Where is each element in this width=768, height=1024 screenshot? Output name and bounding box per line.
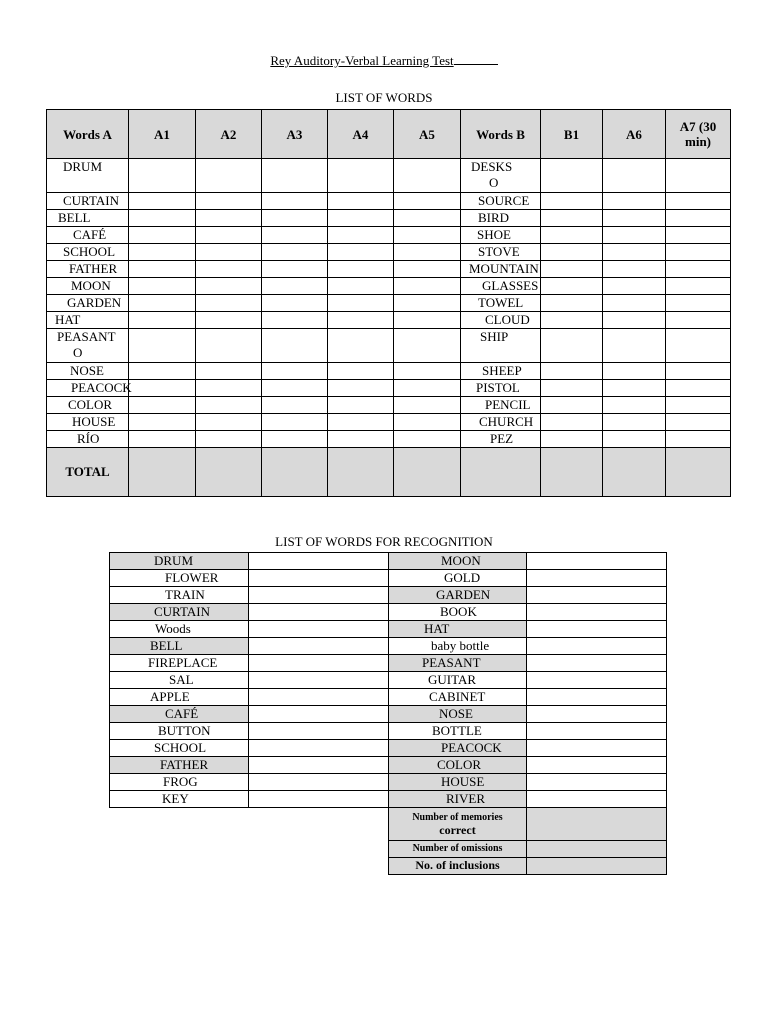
- header-a6: A6: [603, 110, 666, 159]
- score-cell[interactable]: [394, 261, 461, 278]
- recognition-row: [110, 723, 667, 740]
- score-cell[interactable]: [603, 329, 666, 363]
- recognition-word-left: BUTTON: [110, 723, 249, 740]
- score-cell[interactable]: [603, 295, 666, 312]
- score-cell[interactable]: [541, 329, 603, 363]
- recognition-mark-left[interactable]: [249, 689, 389, 706]
- memories-label-line1: Number of memories: [412, 812, 503, 823]
- score-cell[interactable]: [541, 210, 603, 227]
- word-b-cell: PISTOL: [461, 380, 541, 397]
- recognition-row: [110, 740, 667, 757]
- score-cell[interactable]: [196, 295, 262, 312]
- score-cell[interactable]: [328, 193, 394, 210]
- memories-value-cell[interactable]: [527, 808, 667, 841]
- score-cell[interactable]: [196, 363, 262, 380]
- recognition-word-right: MOON: [389, 553, 527, 570]
- recognition-row: [110, 621, 667, 638]
- word-row: [47, 159, 731, 193]
- score-cell[interactable]: [129, 227, 196, 244]
- list-of-words-title: LIST OF WORDS: [335, 90, 433, 105]
- score-cell[interactable]: [262, 210, 328, 227]
- score-cell[interactable]: [541, 414, 603, 431]
- score-cell[interactable]: [328, 329, 394, 363]
- score-cell[interactable]: [394, 278, 461, 295]
- recognition-mark-left[interactable]: [249, 553, 389, 570]
- word-row: [47, 295, 731, 312]
- recognition-word-right: COLOR: [389, 757, 527, 774]
- recognition-row: [110, 757, 667, 774]
- score-cell[interactable]: [196, 193, 262, 210]
- word-line: O: [489, 175, 499, 190]
- score-cell[interactable]: [666, 227, 731, 244]
- score-cell[interactable]: [262, 329, 328, 363]
- recognition-word-right: HOUSE: [389, 774, 527, 791]
- score-cell[interactable]: [129, 278, 196, 295]
- score-cell[interactable]: [129, 210, 196, 227]
- score-cell[interactable]: [394, 397, 461, 414]
- score-cell[interactable]: [666, 414, 731, 431]
- word-a-cell: PEACOCK: [47, 380, 129, 397]
- recognition-mark-right[interactable]: [527, 604, 667, 621]
- recognition-mark-left[interactable]: [249, 672, 389, 689]
- score-cell[interactable]: [394, 244, 461, 261]
- score-cell[interactable]: [196, 312, 262, 329]
- score-cell[interactable]: [328, 363, 394, 380]
- word-row: [47, 261, 731, 278]
- word-a-cell: COLOR: [47, 397, 129, 414]
- score-cell[interactable]: [262, 244, 328, 261]
- score-cell[interactable]: [328, 159, 394, 193]
- score-cell[interactable]: [129, 159, 196, 193]
- total-label: TOTAL: [47, 448, 129, 497]
- score-cell[interactable]: [129, 261, 196, 278]
- score-cell[interactable]: [666, 278, 731, 295]
- score-cell[interactable]: [196, 431, 262, 448]
- word-line: O: [73, 345, 83, 360]
- word-a-cell: HOUSE: [47, 414, 129, 431]
- recognition-mark-left[interactable]: [249, 621, 389, 638]
- recognition-row: [110, 553, 667, 570]
- score-cell[interactable]: [541, 397, 603, 414]
- word-b-cell: PENCIL: [461, 397, 541, 414]
- score-cell[interactable]: [666, 261, 731, 278]
- word-b-cell: CHURCH: [461, 414, 541, 431]
- recognition-mark-right[interactable]: [527, 638, 667, 655]
- word-b-cell: STOVE: [461, 244, 541, 261]
- score-cell[interactable]: [666, 210, 731, 227]
- score-cell[interactable]: [129, 363, 196, 380]
- score-cell[interactable]: [328, 380, 394, 397]
- score-cell[interactable]: [328, 431, 394, 448]
- recognition-word-left: CURTAIN: [110, 604, 249, 621]
- score-cell[interactable]: [541, 380, 603, 397]
- header-words-b: Words B: [461, 110, 541, 159]
- score-cell[interactable]: [196, 278, 262, 295]
- recognition-row: [110, 638, 667, 655]
- recognition-word-left: KEY: [110, 791, 249, 808]
- memories-label-line2: correct: [439, 823, 476, 837]
- word-row: [47, 363, 731, 380]
- recognition-word-right: GOLD: [389, 570, 527, 587]
- recognition-word-left: FROG: [110, 774, 249, 791]
- words-table-header: [47, 110, 731, 159]
- recognition-mark-right[interactable]: [527, 791, 667, 808]
- score-cell[interactable]: [262, 312, 328, 329]
- recognition-word-left: CAFÉ: [110, 706, 249, 723]
- word-a-cell: NOSE: [47, 363, 129, 380]
- score-cell[interactable]: [541, 295, 603, 312]
- score-cell[interactable]: [262, 397, 328, 414]
- score-cell[interactable]: [541, 363, 603, 380]
- score-cell[interactable]: [666, 159, 731, 193]
- score-cell[interactable]: [129, 431, 196, 448]
- score-cell[interactable]: [603, 261, 666, 278]
- recognition-mark-right[interactable]: [527, 706, 667, 723]
- score-cell[interactable]: [328, 210, 394, 227]
- score-cell[interactable]: [603, 193, 666, 210]
- recognition-mark-right[interactable]: [527, 740, 667, 757]
- recognition-word-right: NOSE: [389, 706, 527, 723]
- score-cell[interactable]: [196, 227, 262, 244]
- word-row: [47, 397, 731, 414]
- recognition-word-left: FLOWER: [110, 570, 249, 587]
- total-cell[interactable]: [541, 448, 603, 497]
- score-cell[interactable]: [541, 312, 603, 329]
- score-cell[interactable]: [541, 244, 603, 261]
- score-cell[interactable]: [196, 210, 262, 227]
- score-cell[interactable]: [603, 380, 666, 397]
- score-cell[interactable]: [328, 244, 394, 261]
- recognition-word-left: DRUM: [110, 553, 249, 570]
- score-cell[interactable]: [394, 227, 461, 244]
- omissions-row: [110, 841, 667, 858]
- recognition-mark-left[interactable]: [249, 723, 389, 740]
- word-b-cell: SHOE: [461, 227, 541, 244]
- word-a-cell: MOON: [47, 278, 129, 295]
- recognition-word-right: GUITAR: [389, 672, 527, 689]
- score-cell[interactable]: [262, 159, 328, 193]
- recognition-mark-right[interactable]: [527, 672, 667, 689]
- score-cell[interactable]: [666, 295, 731, 312]
- recognition-mark-left[interactable]: [249, 740, 389, 757]
- recognition-row: [110, 689, 667, 706]
- total-row: [47, 448, 731, 497]
- score-cell[interactable]: [603, 210, 666, 227]
- word-a-cell: RÍO: [47, 431, 129, 448]
- score-cell[interactable]: [541, 227, 603, 244]
- total-cell[interactable]: [129, 448, 196, 497]
- score-cell[interactable]: [603, 278, 666, 295]
- recognition-mark-left[interactable]: [249, 587, 389, 604]
- recognition-word-left: FATHER: [110, 757, 249, 774]
- score-cell[interactable]: [394, 193, 461, 210]
- score-cell[interactable]: [129, 329, 196, 363]
- score-cell[interactable]: [394, 329, 461, 363]
- word-b-cell: SOURCE: [461, 193, 541, 210]
- word-b-cell: TOWEL: [461, 295, 541, 312]
- recognition-mark-right[interactable]: [527, 774, 667, 791]
- score-cell[interactable]: [262, 414, 328, 431]
- score-cell[interactable]: [603, 363, 666, 380]
- word-row: [47, 329, 731, 363]
- score-cell[interactable]: [394, 210, 461, 227]
- word-b-cell: SHIP: [461, 329, 541, 363]
- recognition-word-left: Woods: [110, 621, 249, 638]
- score-cell[interactable]: [129, 414, 196, 431]
- word-row: [47, 227, 731, 244]
- score-cell[interactable]: [666, 363, 731, 380]
- score-cell[interactable]: [328, 295, 394, 312]
- recognition-mark-right[interactable]: [527, 757, 667, 774]
- recognition-mark-left[interactable]: [249, 706, 389, 723]
- recognition-word-left: TRAIN: [110, 587, 249, 604]
- score-cell[interactable]: [394, 312, 461, 329]
- header-a3: A3: [262, 110, 328, 159]
- score-cell[interactable]: [196, 414, 262, 431]
- recognition-mark-left[interactable]: [249, 774, 389, 791]
- score-cell[interactable]: [666, 329, 731, 363]
- score-cell[interactable]: [666, 193, 731, 210]
- word-a-cell: CURTAIN: [47, 193, 129, 210]
- score-cell[interactable]: [666, 397, 731, 414]
- score-cell[interactable]: [129, 312, 196, 329]
- score-cell[interactable]: [328, 261, 394, 278]
- recognition-mark-left[interactable]: [249, 570, 389, 587]
- score-cell[interactable]: [328, 312, 394, 329]
- header-words-a: Words A: [47, 110, 129, 159]
- score-cell[interactable]: [262, 227, 328, 244]
- recognition-word-left: FIREPLACE: [110, 655, 249, 672]
- score-cell[interactable]: [666, 380, 731, 397]
- score-cell[interactable]: [196, 244, 262, 261]
- score-cell[interactable]: [603, 397, 666, 414]
- word-row: [47, 210, 731, 227]
- recognition-mark-right[interactable]: [527, 587, 667, 604]
- score-cell[interactable]: [262, 363, 328, 380]
- header-a4: A4: [328, 110, 394, 159]
- score-cell[interactable]: [129, 295, 196, 312]
- score-cell[interactable]: [666, 244, 731, 261]
- recognition-word-right: RIVER: [389, 791, 527, 808]
- recognition-table: [109, 552, 667, 875]
- omissions-value-cell[interactable]: [527, 841, 667, 858]
- score-cell[interactable]: [603, 159, 666, 193]
- recognition-mark-right[interactable]: [527, 570, 667, 587]
- word-row: [47, 278, 731, 295]
- recognition-mark-right[interactable]: [527, 723, 667, 740]
- word-b-cell: GLASSES: [461, 278, 541, 295]
- word-line: PEASANT: [57, 329, 116, 344]
- word-b-cell: CLOUD: [461, 312, 541, 329]
- word-a-cell: GARDEN: [47, 295, 129, 312]
- recognition-word-left: BELL: [110, 638, 249, 655]
- score-cell[interactable]: [196, 329, 262, 363]
- recognition-word-left: SAL: [110, 672, 249, 689]
- inclusions-label: [389, 858, 527, 875]
- score-cell[interactable]: [541, 431, 603, 448]
- score-cell[interactable]: [328, 227, 394, 244]
- score-cell[interactable]: [603, 227, 666, 244]
- score-cell[interactable]: [262, 193, 328, 210]
- score-cell[interactable]: [394, 414, 461, 431]
- score-cell[interactable]: [196, 397, 262, 414]
- word-a-cell: FATHER: [47, 261, 129, 278]
- recognition-row: [110, 774, 667, 791]
- inclusions-value-cell[interactable]: [527, 858, 667, 875]
- word-a-cell: BELL: [47, 210, 129, 227]
- recognition-row: [110, 672, 667, 689]
- total-cell[interactable]: [603, 448, 666, 497]
- score-cell[interactable]: [603, 312, 666, 329]
- word-line: DESKS: [471, 159, 513, 174]
- score-cell[interactable]: [328, 414, 394, 431]
- inclusions-row: [110, 858, 667, 875]
- recognition-title: LIST OF WORDS FOR RECOGNITION: [275, 534, 493, 549]
- recognition-mark-right[interactable]: [527, 655, 667, 672]
- omissions-label: Number of omissions: [389, 841, 527, 858]
- word-b-cell: PEZ: [461, 431, 541, 448]
- score-cell[interactable]: [666, 312, 731, 329]
- score-cell[interactable]: [262, 278, 328, 295]
- score-cell[interactable]: [196, 380, 262, 397]
- recognition-mark-left[interactable]: [249, 655, 389, 672]
- total-cell[interactable]: [196, 448, 262, 497]
- word-a-cell: DRUM: [47, 159, 129, 193]
- score-cell[interactable]: [541, 193, 603, 210]
- recognition-word-right: CABINET: [389, 689, 527, 706]
- word-a-cell: HAT: [47, 312, 129, 329]
- score-cell[interactable]: [196, 159, 262, 193]
- word-b-cell: BIRD: [461, 210, 541, 227]
- score-cell[interactable]: [129, 397, 196, 414]
- header-a5: A5: [394, 110, 461, 159]
- header-a7: A7 (30 min): [666, 110, 731, 159]
- recognition-row: [110, 604, 667, 621]
- score-cell[interactable]: [603, 431, 666, 448]
- recognition-word-right: baby bottle: [389, 638, 527, 655]
- recognition-mark-right[interactable]: [527, 689, 667, 706]
- score-cell[interactable]: [394, 295, 461, 312]
- score-cell[interactable]: [394, 159, 461, 193]
- score-cell[interactable]: [603, 244, 666, 261]
- word-a-cell: SCHOOL: [47, 244, 129, 261]
- word-a-cell: CAFÉ: [47, 227, 129, 244]
- score-cell[interactable]: [394, 431, 461, 448]
- score-cell[interactable]: [328, 278, 394, 295]
- recognition-mark-right[interactable]: [527, 621, 667, 638]
- recognition-row: [110, 791, 667, 808]
- recognition-word-right: PEACOCK: [389, 740, 527, 757]
- recognition-mark-left[interactable]: [249, 604, 389, 621]
- score-cell[interactable]: [262, 261, 328, 278]
- score-cell[interactable]: [603, 414, 666, 431]
- recognition-mark-left[interactable]: [249, 638, 389, 655]
- score-cell[interactable]: [129, 193, 196, 210]
- inclusions-label-text: No. of inclusions: [415, 858, 500, 872]
- recognition-row: [110, 655, 667, 672]
- total-cell[interactable]: [666, 448, 731, 497]
- recognition-word-right: BOTTLE: [389, 723, 527, 740]
- word-row: [47, 193, 731, 210]
- word-row: [47, 244, 731, 261]
- header-a1: A1: [129, 110, 196, 159]
- recognition-word-right: HAT: [389, 621, 527, 638]
- recognition-word-right: PEASANT: [389, 655, 527, 672]
- header-a2: A2: [196, 110, 262, 159]
- header-b1: B1: [541, 110, 603, 159]
- recognition-row: [110, 587, 667, 604]
- recognition-word-right: BOOK: [389, 604, 527, 621]
- total-cell[interactable]: [262, 448, 328, 497]
- score-cell[interactable]: [666, 431, 731, 448]
- total-cell[interactable]: [328, 448, 394, 497]
- recognition-mark-left[interactable]: [249, 757, 389, 774]
- word-row: [47, 380, 731, 397]
- document-title: [0, 52, 768, 69]
- recognition-word-left: SCHOOL: [110, 740, 249, 757]
- recognition-mark-right[interactable]: [527, 553, 667, 570]
- word-row: [47, 431, 731, 448]
- score-cell[interactable]: [541, 261, 603, 278]
- word-b-cell: [461, 159, 541, 193]
- recognition-word-right: GARDEN: [389, 587, 527, 604]
- total-cell[interactable]: [394, 448, 461, 497]
- score-cell[interactable]: [394, 380, 461, 397]
- words-table: [46, 109, 731, 497]
- score-cell[interactable]: [394, 363, 461, 380]
- score-cell[interactable]: [129, 380, 196, 397]
- word-b-cell: SHEEP: [461, 363, 541, 380]
- recognition-row: [110, 570, 667, 587]
- score-cell[interactable]: [196, 261, 262, 278]
- score-cell[interactable]: [262, 380, 328, 397]
- memories-label: [389, 808, 527, 841]
- total-cell[interactable]: [461, 448, 541, 497]
- title-underline-blank: [454, 52, 498, 65]
- score-cell[interactable]: [328, 397, 394, 414]
- word-row: [47, 312, 731, 329]
- score-cell[interactable]: [262, 431, 328, 448]
- score-cell[interactable]: [541, 159, 603, 193]
- score-cell[interactable]: [129, 244, 196, 261]
- word-row: [47, 414, 731, 431]
- word-a-cell: [47, 329, 129, 363]
- recognition-word-left: APPLE: [110, 689, 249, 706]
- recognition-row: [110, 706, 667, 723]
- memories-row: [110, 808, 667, 841]
- recognition-mark-left[interactable]: [249, 791, 389, 808]
- score-cell[interactable]: [262, 295, 328, 312]
- word-b-cell: MOUNTAIN: [461, 261, 541, 278]
- score-cell[interactable]: [541, 278, 603, 295]
- document-title-text: Rey Auditory-Verbal Learning Test: [270, 53, 454, 68]
